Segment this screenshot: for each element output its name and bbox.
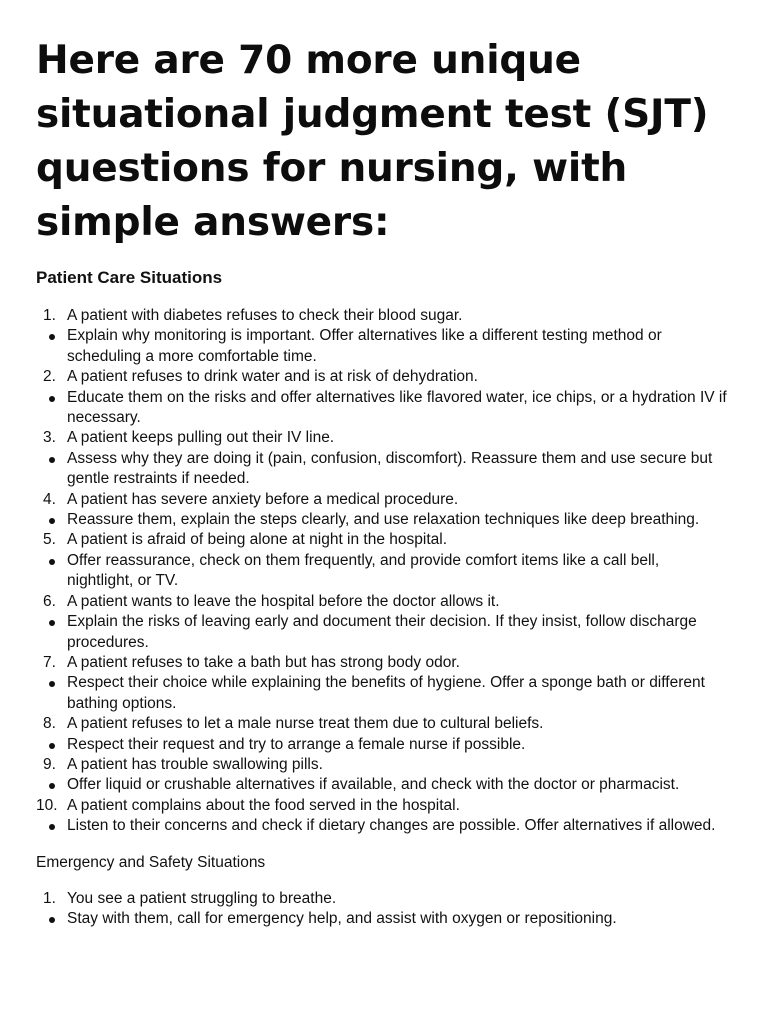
item-number: 9. bbox=[43, 755, 56, 773]
question-text: A patient refuses to take a bath but has strong body odor. bbox=[67, 653, 460, 671]
answer-text: Offer reassurance, check on them frequently, and provide comfort items like a call bell, nightlight, or TV. bbox=[67, 551, 660, 590]
answer-text: Offer liquid or crushable alternatives if available, and check with the doctor or pharmacist. bbox=[67, 776, 680, 794]
item-number: 10. bbox=[36, 796, 58, 814]
item-number: 3. bbox=[43, 429, 56, 447]
section-heading-emergency-safety: Emergency and Safety Situations bbox=[36, 853, 266, 871]
item-number: 1. bbox=[43, 307, 56, 324]
answer-text: Explain why monitoring is important. Offer alternatives like a different testing method or scheduling a more comfortable time. bbox=[67, 327, 662, 365]
bullet-icon bbox=[49, 457, 55, 463]
bullet-icon bbox=[49, 783, 55, 789]
answer-item bbox=[36, 816, 728, 836]
question-text: A patient keeps pulling out their IV line. bbox=[67, 429, 335, 447]
item-number: 8. bbox=[43, 715, 56, 733]
answer-text: Respect their request and try to arrange a female nurse if possible. bbox=[67, 735, 526, 753]
answer-item bbox=[36, 510, 728, 530]
answer-item bbox=[36, 612, 728, 653]
bullet-icon bbox=[49, 743, 55, 749]
answer-item bbox=[36, 449, 728, 490]
question-item bbox=[36, 653, 728, 673]
question-text: A patient is afraid of being alone at night in the hospital. bbox=[67, 531, 448, 549]
answer-item bbox=[36, 326, 728, 367]
item-number: 6. bbox=[43, 592, 56, 610]
question-text: A patient has trouble swallowing pills. bbox=[67, 755, 323, 773]
question-item bbox=[36, 714, 728, 734]
item-number: 7. bbox=[43, 653, 56, 671]
bullet-icon bbox=[49, 681, 55, 687]
question-item bbox=[36, 592, 728, 612]
answer-item bbox=[36, 735, 728, 755]
question-text: You see a patient struggling to breathe. bbox=[67, 889, 337, 907]
question-text: A patient with diabetes refuses to check their blood sugar. bbox=[67, 307, 463, 324]
patient-care-list bbox=[36, 306, 728, 837]
page-title: Here are 70 more unique situational judgment test (SJT) questions for nursing, with simple answers: bbox=[36, 38, 709, 245]
item-number: 4. bbox=[43, 490, 56, 508]
bullet-icon bbox=[49, 620, 55, 626]
answer-item bbox=[36, 909, 728, 929]
bullet-icon bbox=[49, 917, 55, 923]
answer-text: Listen to their concerns and check if dietary changes are possible. Offer alternatives if allowed. bbox=[67, 817, 716, 835]
question-item bbox=[36, 796, 728, 816]
answer-text: Respect their choice while explaining the benefits of hygiene. Offer a sponge bath or different bathing options. bbox=[67, 674, 705, 712]
emergency-safety-list bbox=[36, 889, 728, 930]
bullet-icon bbox=[49, 334, 55, 340]
bullet-icon bbox=[49, 824, 55, 830]
question-item bbox=[36, 367, 728, 387]
question-item bbox=[36, 530, 728, 550]
question-text: A patient has severe anxiety before a medical procedure. bbox=[67, 490, 459, 508]
item-number: 5. bbox=[43, 531, 56, 549]
answer-text: Educate them on the risks and offer alternatives like flavored water, ice chips, or a hydration IV if necessary. bbox=[67, 388, 727, 427]
question-item bbox=[36, 490, 728, 510]
answer-item bbox=[36, 388, 728, 429]
answer-text: Stay with them, call for emergency help, and assist with oxygen or repositioning. bbox=[67, 909, 617, 927]
question-text: A patient complains about the food served in the hospital. bbox=[67, 796, 460, 814]
answer-text: Reassure them, explain the steps clearly, and use relaxation techniques like deep breathing. bbox=[67, 511, 700, 529]
question-text: A patient refuses to let a male nurse treat them due to cultural beliefs. bbox=[67, 715, 544, 733]
question-text: A patient wants to leave the hospital before the doctor allows it. bbox=[67, 592, 500, 610]
item-number: 2. bbox=[43, 368, 56, 386]
question-text: A patient refuses to drink water and is at risk of dehydration. bbox=[67, 368, 478, 386]
answer-text: Assess why they are doing it (pain, confusion, discomfort). Reassure them and use secure but gentle restraints if needed. bbox=[67, 449, 713, 488]
section-heading-patient-care: Patient Care Situations bbox=[36, 268, 223, 287]
answer-item bbox=[36, 551, 728, 592]
bullet-icon bbox=[49, 396, 55, 402]
answer-item bbox=[36, 673, 728, 714]
question-item bbox=[36, 889, 728, 909]
question-item bbox=[36, 755, 728, 775]
bullet-icon bbox=[49, 559, 55, 565]
item-number: 1. bbox=[43, 889, 56, 907]
question-item bbox=[36, 306, 728, 326]
bullet-icon bbox=[49, 518, 55, 524]
answer-text: Explain the risks of leaving early and document their decision. If they insist, follow discharge procedures. bbox=[67, 613, 697, 651]
question-item bbox=[36, 428, 728, 448]
answer-item bbox=[36, 775, 728, 795]
